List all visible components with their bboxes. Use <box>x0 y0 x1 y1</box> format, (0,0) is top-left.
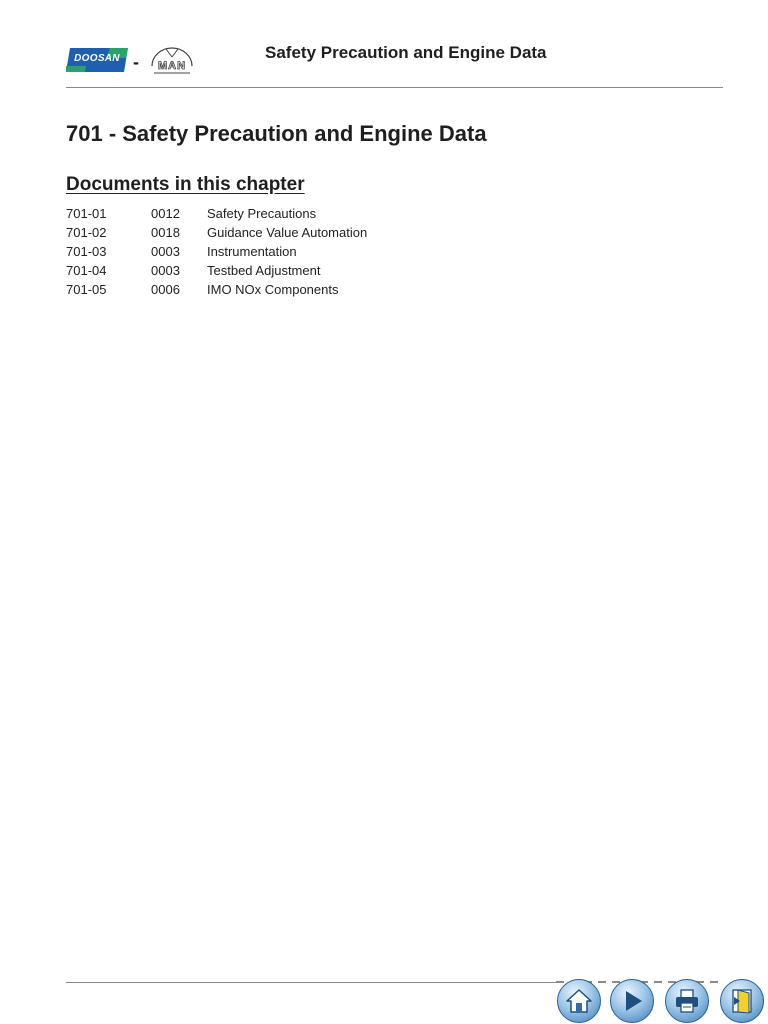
logo-separator: - <box>133 52 139 72</box>
document-id: 701-04 <box>66 263 107 278</box>
document-revision: 0012 <box>151 206 180 221</box>
header-divider <box>66 87 723 88</box>
print-button[interactable] <box>665 979 709 1023</box>
document-id: 701-05 <box>66 282 107 297</box>
document-id: 701-03 <box>66 244 107 259</box>
doosan-logo-text: DOOSAN <box>74 53 120 64</box>
next-page-button[interactable] <box>610 979 654 1023</box>
document-revision: 0018 <box>151 225 180 240</box>
exit-icon <box>727 986 757 1016</box>
home-button[interactable] <box>557 979 601 1023</box>
document-revision: 0003 <box>151 263 180 278</box>
doosan-man-logo <box>66 44 201 78</box>
document-title[interactable]: Guidance Value Automation <box>207 225 368 240</box>
print-icon <box>672 986 702 1016</box>
header-title: Safety Precaution and Engine Data <box>265 43 547 62</box>
document-title[interactable]: IMO NOx Components <box>207 282 339 297</box>
next-page-icon <box>617 986 647 1016</box>
document-title[interactable]: Safety Precautions <box>207 206 317 221</box>
document-row[interactable] <box>66 281 466 300</box>
page-header <box>66 36 723 88</box>
document-revision: 0003 <box>151 244 180 259</box>
documents-list <box>66 205 466 300</box>
document-row[interactable] <box>66 205 466 224</box>
document-revision: 0006 <box>151 282 180 297</box>
document-title[interactable]: Testbed Adjustment <box>207 263 321 278</box>
section-title: Documents in this chapter <box>66 174 305 195</box>
document-row[interactable] <box>66 243 466 262</box>
page-title: 701 - Safety Precaution and Engine Data <box>66 121 487 146</box>
document-row[interactable] <box>66 224 466 243</box>
exit-button[interactable] <box>720 979 764 1023</box>
document-title[interactable]: Instrumentation <box>207 244 297 259</box>
document-row[interactable] <box>66 262 466 281</box>
home-icon <box>564 986 594 1016</box>
man-logo-text: MAN <box>157 60 187 72</box>
document-id: 701-02 <box>66 225 107 240</box>
footer-divider <box>66 982 556 983</box>
document-id: 701-01 <box>66 206 107 221</box>
